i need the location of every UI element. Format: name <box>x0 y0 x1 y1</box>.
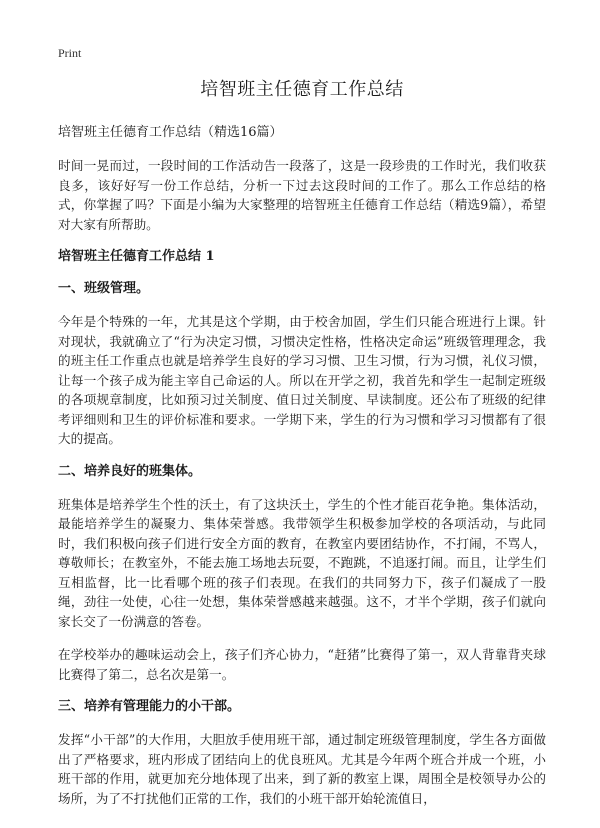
section-heading: 二、培养良好的班集体。 <box>58 463 202 479</box>
section-heading: 三、培养有管理能力的小干部。 <box>58 699 241 714</box>
document-subtitle: 培智班主任德育工作总结（精选16篇） <box>58 125 283 140</box>
section-paragraph: 在学校举办的趣味运动会上，孩子们齐心协力，“赶猪”比赛得了第一，双人背靠背夹球比赛得了第二，总名次是第一。 <box>58 647 546 682</box>
section-paragraph: 今年是个特殊的一年，尤其是这个学期，由于校舍加固，学生们只能合班进行上课。针对现状，我就确立了“行为决定习惯，习惯决定性格，性格决定命运”班级管理理念，我的班主任工作重点也就是培养学生良好的学习习惯、卫生习惯，行为习惯，礼仪习惯，让每一个孩子成为能主宰自己命运的人。所以在开学之初，我首先和学生一起制定班级的各项规章制度，比如预习过关制度、值日过关制度、早读制度。还公布了班级的纪律考评细则和卫生的评价标准和要求。一学期下来，学生的行为习惯和学习习惯都有了很大的提高。 <box>58 314 546 446</box>
section-heading: 一、班级管理。 <box>58 281 150 296</box>
document-title: 培智班主任德育工作总结 <box>200 79 404 100</box>
intro-paragraph: 时间一晃而过，一段时间的工作活动告一段落了，这是一段珍贵的工作时光，我们收获良多，该好好写一份工作总结，分析一下过去这段时间的工作了。那么工作总结的格式，你掌握了吗？下面是小编为大家整理的培智班主任德育工作总结（精选9篇），希望对大家有所帮助。 <box>58 158 546 232</box>
print-link[interactable]: Print <box>58 46 82 60</box>
article-heading: 培智班主任德育工作总结 1 <box>58 249 215 264</box>
section-paragraph: 发挥“小干部”的大作用，大胆放手使用班干部，通过制定班级管理制度，学生各方面做出了严格要求，班内形成了团结向上的优良班风。尤其是今年两个班合并成一个班，小班干部的作用，就更加充分地体现了出来，到了新的教室上课，周围全是校领导办公的场所，为了不打扰他们正常的工作，我们的小班干部开始轮流值日， <box>58 732 546 806</box>
section-paragraph: 班集体是培养学生个性的沃土，有了这块沃土，学生的个性才能百花争艳。集体活动，最能培养学生的凝聚力、集体荣誉感。我带领学生积极参加学校的各项活动，与此同时，我们积极向孩子们进行安全方面的教育，在教室内要团结协作，不打闹，不骂人，尊敬师长；在教室外，不能去施工场地去玩耍，不跑跳，不追逐打闹。而且，让学生们互相监督，比一比看哪个班的孩子们表现。在我们的共同努力下，孩子们凝成了一股绳，劲往一处使，心往一处想，集体荣誉感越来越强。这不，才半个学期，孩子们就向家长交了一份满意的答卷。 <box>58 496 546 629</box>
document-body <box>58 78 546 822</box>
